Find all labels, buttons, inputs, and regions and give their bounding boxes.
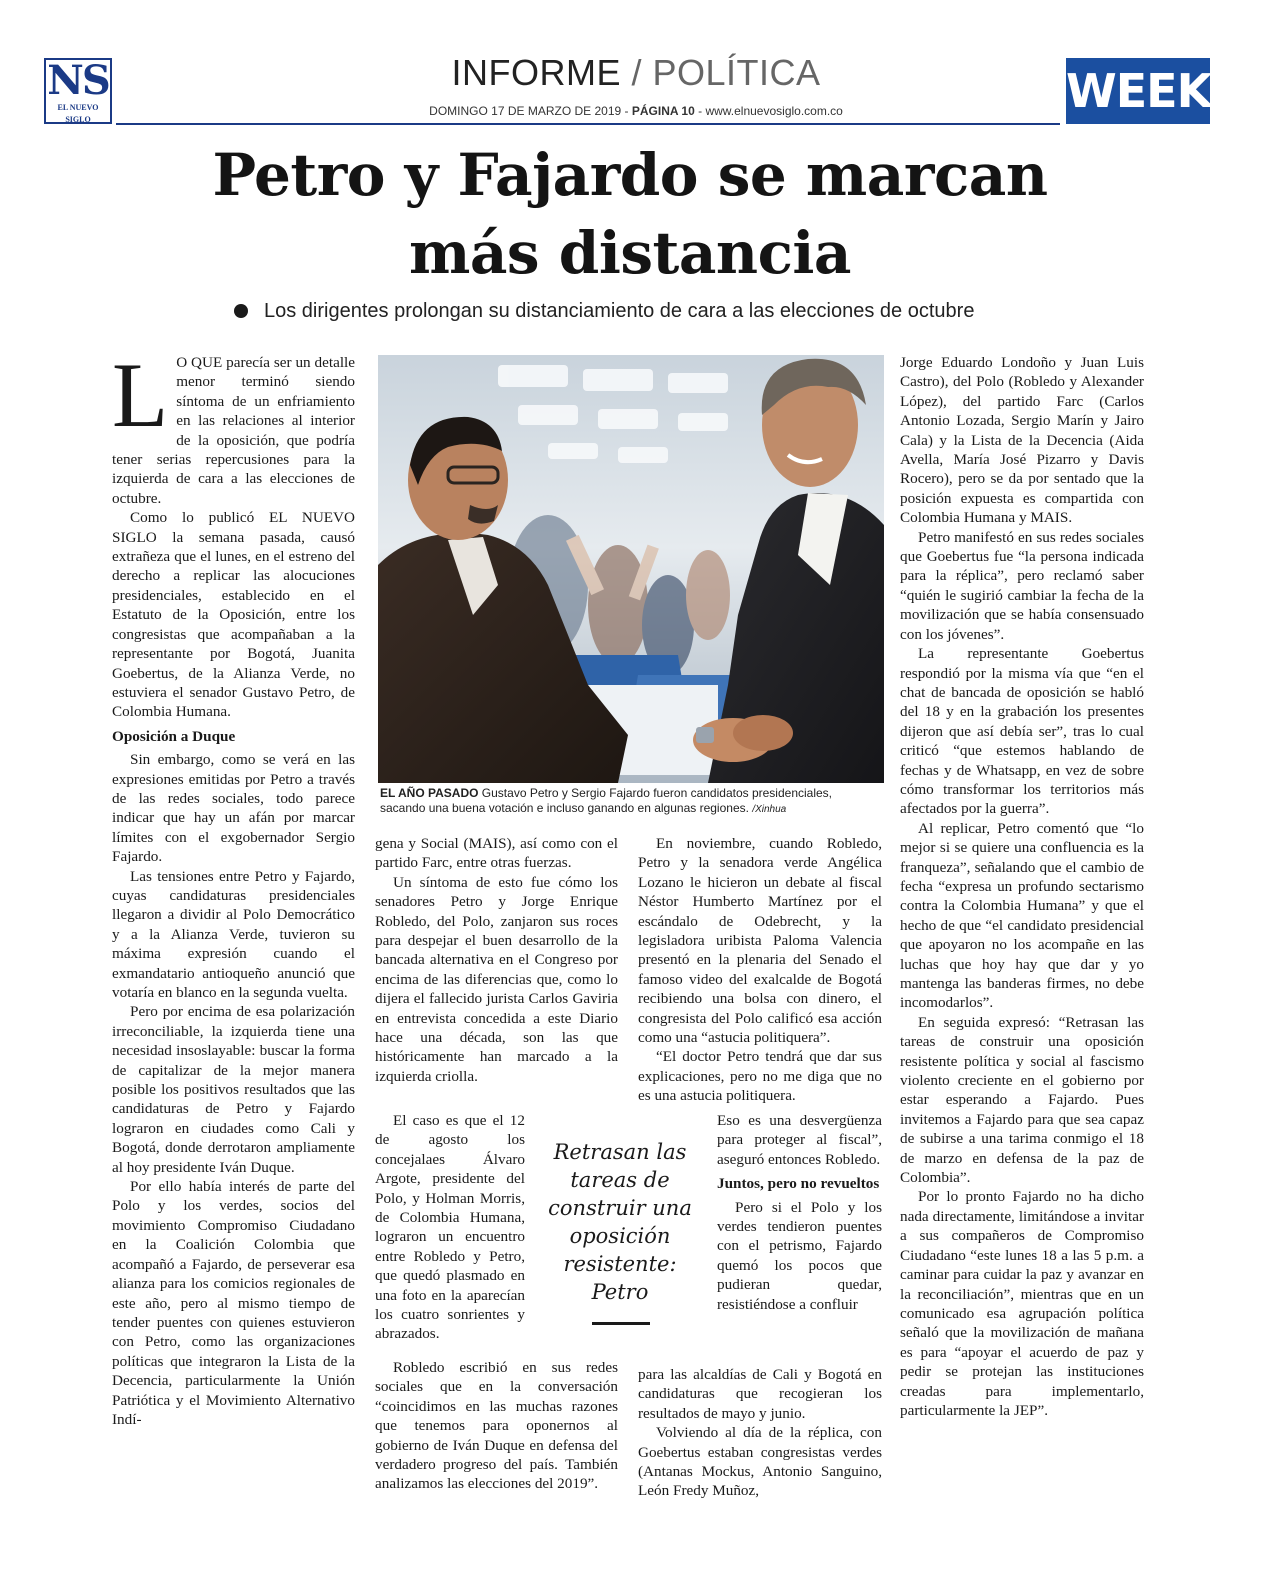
paragraph: Como lo publicó EL NUEVO SIGLO la semana pasada, causó extrañeza que el lunes, en el estreno del derecho a replicar las alocuciones presidenciales, establecido en el Estatuto de la Oposición, entre los congresistas que acompañaban a la representante por Bogotá, Juanita Goebertus, de la Alianza Verde, no estuviera el senador Gustavo Petro, de Colombia Humana. (112, 509, 355, 721)
week-badge: WEEK (1066, 58, 1210, 124)
paragraph: Por ello había interés de parte del Polo y los verdes, socios del movimiento Compromiso Ciudadano en la Coalición Colombia que acompañó a Fajardo, de perseverar esa alianza para los comicios regionales de este año, pero al mismo tiempo de tender puentes con quienes estuvieron con Petro, como las organizaciones políticas que integraron la Lista de la Decencia, particularmente la Unión Patriótica y el Movimiento Alternativo Indí- (112, 1178, 355, 1428)
bullet-dot-icon (234, 304, 248, 318)
paragraph: Las tensiones entre Petro y Fajardo, cuyas candidaturas presidenciales llegaron a dividir al Polo Democrático y a la Alianza Verde, tuvieron su máxima expresión cuando el exmandatario antioqueño anunció que votaría en blanco en la segunda vuelta. (112, 867, 355, 1001)
article-column-2-top (375, 834, 618, 1086)
section-sub: POLÍTICA (652, 52, 821, 93)
paragraph: Sin embargo, como se verá en las expresiones emitidas por Petro a través de las redes sociales, todo parece indicar que hay un afán por marcar límites con el exgobernador Sergio Fajardo. (112, 751, 355, 866)
section-subheading: Oposición a Duque (112, 727, 236, 745)
handshake-photo-illustration (378, 355, 884, 783)
photo-caption (380, 786, 880, 817)
paragraph: En noviembre, cuando Robledo, Petro y la senadora verde Angélica Lozano le hicieron un debate al fiscal Néstor Humberto Martínez por el escándalo de Odebrecht, y la legisladora uribista Paloma Valencia presentó en la plenaria del Senado el famoso video del exalcalde de Bogotá recibiendo una bolsa con dinero, el congresista del Polo calificó esa acción como una “astucia politiquera”. (638, 835, 882, 1047)
subheadline (234, 300, 1054, 323)
article-column-1 (112, 344, 355, 1429)
newspaper-logo (44, 58, 112, 124)
paragraph: Jorge Eduardo Londoño y Juan Luis Castro), del Polo (Robledo y Alexander López), del partido Farc (Carlos Antonio Lozada, Sergio Marín y Jairo Cala) y la Lista de la Decencia (Aida Avella, María José Pizarro y Davis Rocero), pero se da por sentado que la posición expuesta es compartida con Colombia Humana y MAIS. (900, 354, 1144, 527)
article-column-4 (900, 353, 1144, 1420)
article-column-2-narrow (375, 1111, 525, 1344)
lead-paragraph: L O QUE parecía ser un detalle menor terminó siendo síntoma de un enfriamiento en las relaciones al interior de la oposición, que podría tener serias repercusiones para la izquierda de cara a las elecciones de octubre. (112, 344, 355, 507)
article-column-3-narrow (717, 1111, 882, 1314)
pull-quote-rule (592, 1322, 650, 1325)
logo-letters: NS (47, 57, 109, 104)
drop-cap: L (112, 344, 169, 446)
section-main: INFORME (451, 52, 621, 93)
paragraph: Pero por encima de esa polarización irreconciliable, la izquierda tiene una necesidad insoslayable: buscar la forma de capitalizar de la mejor manera posible los positivos resultados que las candidaturas de Petro y Fajardo lograron en ciudades como Cali y Bogotá, donde derrotaron ampliamente al hoy presidente Iván Duque. (112, 1003, 355, 1176)
paragraph: Pero si el Polo y los verdes tendieron puentes con el petrismo, Fajardo quemó los pocos que pudieran quedar, resistiéndose a confluir (717, 1198, 882, 1313)
paragraph: El caso es que el 12 de agosto los concejalaes Álvaro Argote, presidente del Polo, y Holman Morris, de Colombia Humana, lograron un encuentro entre Robledo y Petro, que quedó plasmado en una foto en la aparecían los cuatro sonrientes y abrazados. (375, 1112, 525, 1343)
paragraph: En seguida expresó: “Retrasan las tareas de construir una oposición resistente política y social al fascismo violento creciente en el gobierno por estar esperando a Fajardo. Pues invitemos a Fajardo para que sea capaz de subirse a una tarima conmigo el 18 de marzo en defensa de la paz de Colombia”. (900, 1013, 1144, 1187)
caption-text: Gustavo Petro y Sergio Fajardo fueron candidatos presidenciales, sacando una buena votación e incluso ganando en algunas regiones. (380, 786, 832, 815)
section-subheading: Juntos, pero no revueltos (717, 1175, 880, 1193)
section-separator: / (620, 52, 653, 93)
paragraph: Robledo escribió en sus redes sociales que en la conversación “coincidimos en las muchas razones que tenemos para oponernos al gobierno de Iván Duque en defensa del verdadero progreso del país. También analizamos las elecciones del 2019”. (375, 1359, 618, 1493)
dateline-url: - www.elnuevosiglo.com.co (694, 104, 843, 118)
paragraph: Petro manifestó en sus redes sociales que Goebertus fue “la persona indicada para la réplica”, pero reclamó saber “quién le sugirió cambiar la fecha de la movilización que se había consensuado con los jóvenes”. (900, 528, 1144, 643)
paragraph: Eso es una desvergüenza para proteger al fiscal”, aseguró entonces Robledo. (717, 1112, 882, 1168)
dateline (300, 104, 972, 118)
paragraph: Un síntoma de esto fue cómo los senadores Petro y Jorge Enrique Robledo, del Polo, zanjaron sus roces para despejar el buen desarrollo de la bancada alternativa en el Congreso por encima de las diferencias que, como lo dijera el fallecido jurista Carlos Gaviria en entrevista concedida a este Diario hace una década, son las que históricamente han marcado a la izquierda criolla. (375, 873, 618, 1085)
headline (120, 136, 1140, 292)
dateline-page: PÁGINA 10 (631, 104, 695, 118)
paragraph: Volviendo al día de la réplica, con Goebertus estaban congresistas verdes (Antanas Mockus, Antonio Sanguino, León Fredy Muñoz, (638, 1424, 882, 1500)
article-column-3-bottom (638, 1365, 882, 1501)
pull-quote: Retrasan las tareas de construir una oposición resistente: Petro (548, 1140, 692, 1304)
logo-name: EL NUEVO SIGLO (57, 103, 99, 124)
article-column-3-top (638, 834, 882, 1106)
section-title (300, 52, 972, 94)
paragraph: La representante Goebertus respondió por la misma vía que “en el chat de bancada de oposición se habló del 18 y en la grabación los presentes dijeron que así debía ser”, tras lo cual criticó “que estemos hablando de fechas y de Whatsapp, en vez de sobre cómo transformar los territorios más afectados por la guerra”. (900, 645, 1144, 818)
paragraph: gena y Social (MAIS), así como con el partido Farc, entre otras fuerzas. (375, 835, 618, 872)
article-photo (378, 355, 884, 783)
paragraph: para las alcaldías de Cali y Bogotá en candidaturas que recogieran los resultados de mayo y junio. (638, 1366, 882, 1422)
headline-line-2: más distancia (408, 219, 851, 287)
paragraph: Por lo pronto Fajardo no ha dicho nada directamente, limitándose a invitar a sus compañeros de Compromiso Ciudadano “este lunes 18 a las 5 p.m. a caminar para cuidar la paz y avanzar en la reconciliación”, mientras que en un comunicado esa agrupación política señaló que la movilización de mañana es para “apoyar el acuerdo de paz y pedir se protejan las instituciones creadas para implementarlo, particularmente la JEP”. (900, 1188, 1144, 1419)
caption-lead: EL AÑO PASADO (380, 786, 479, 800)
subheadline-text: Los dirigentes prolongan su distanciamiento de cara a las elecciones de octubre (264, 300, 975, 322)
header-rule (116, 123, 1060, 125)
paragraph: “El doctor Petro tendrá que dar sus explicaciones, pero no me diga que no es una astucia politiquera. (638, 1048, 882, 1105)
dateline-date: DOMINGO 17 DE MARZO DE 2019 - (429, 104, 632, 118)
article-column-2-bottom (375, 1358, 618, 1494)
photo-credit: /Xinhua (752, 804, 787, 815)
paragraph: Al replicar, Petro comentó que “lo mejor si se quiere una confluencia es la franqueza”, señalando que el cambio de fecha “expresa un profundo sectarismo contra la Colombia Humana” y que el hecho de que “el candidato presidencial que apoyaron no los acompañe en las luchas que hoy hay que dar y yo mantenga las banderas firmes, no debe incomodarlos”. (900, 819, 1144, 1012)
headline-line-1: Petro y Fajardo se marcan (212, 141, 1048, 209)
